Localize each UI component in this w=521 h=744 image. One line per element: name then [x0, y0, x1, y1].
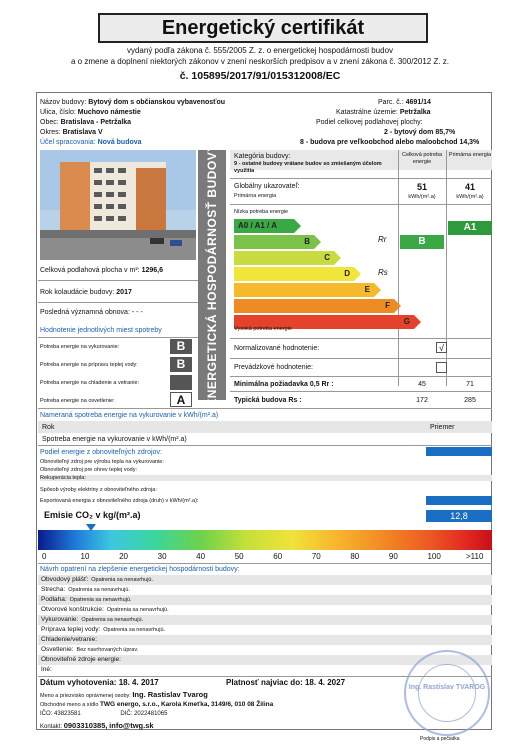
purpose-value: Nová budova: [97, 139, 142, 146]
measure-row: [38, 595, 492, 605]
primary-energy-label: Primárna energia: [234, 193, 277, 199]
scale-bar-1: A0 / A1 / A: [234, 219, 294, 233]
co2-tick-label: 60: [273, 552, 283, 561]
building-photo: [40, 150, 196, 260]
issued-date: 18. 4. 2017: [118, 678, 159, 687]
year-label: Rok kolaudácie budovy:: [40, 289, 115, 296]
co2-tick-label: 80: [350, 552, 360, 561]
renewable-row: Spôsob výroby elektriny z obnoviteľného zdroja:: [40, 487, 157, 493]
rr-label: Rr: [378, 235, 387, 244]
town-value: Bratislava - Petržalka: [60, 119, 132, 126]
renewable-row: Obnoviteľný zdroj pre ohrev teplej vody:: [40, 467, 137, 473]
street-label: Ulica, číslo:: [40, 109, 76, 116]
co2-tick-label: 50: [234, 552, 244, 561]
document-number: č. 105895/2017/91/015312008/EC: [179, 70, 341, 82]
rs-label: Rs: [378, 268, 388, 277]
valid-date: 18. 4. 2027: [304, 678, 346, 687]
cadastre-label: Katastrálne územie:: [336, 109, 398, 116]
share-label: Podiel celkovej podlahovej plochy:: [316, 119, 423, 126]
scale-bar-5: E: [234, 283, 374, 297]
global-unit-total: kWh/(m².a): [408, 194, 436, 200]
measure-label: Príprava teplej vody:: [41, 626, 101, 633]
global-unit-primary: kWh/(m².a): [456, 194, 484, 200]
renewable-row: Obnoviteľný zdroj pre výrobu tepla na vykurovanie:: [40, 459, 164, 465]
contact-phone: 0903310385,: [63, 721, 108, 730]
author-name: Ing. Rastislav Tvarog: [132, 690, 208, 699]
street-row: [40, 108, 141, 117]
category-value: 9 - ostatné budovy vrátane budov so zmiešaným účelom využitia: [234, 161, 382, 174]
scale-bar-4: D: [234, 267, 354, 281]
measure-label: Podlaha:: [41, 596, 67, 603]
renovation-value: - - -: [131, 309, 143, 316]
building-name-row: [40, 98, 300, 107]
share-1: 2 - bytový dom 85,7%: [384, 129, 456, 136]
measure-value: Opatrenia sa nenavrhujú.: [91, 577, 154, 583]
dic-value: 2022481065: [134, 711, 168, 717]
cadastre-row: [336, 108, 431, 117]
measure-row: [38, 605, 492, 615]
measures-title: Návrh opatrení na zlepšenie energetickej hospodárnosti budovy:: [40, 566, 240, 573]
parcel-row: [378, 98, 431, 107]
co2-tick-label: 0: [42, 552, 47, 561]
town-label: Obec:: [40, 119, 59, 126]
typical-total: 172: [416, 397, 428, 404]
contact-email[interactable]: info@twg.sk: [109, 721, 154, 730]
valid-label: Platnosť najviac do:: [226, 678, 303, 687]
measured-average-label: Priemer: [430, 424, 455, 431]
company-row: [40, 701, 273, 708]
energy-banner: ENERGETICKÁ HOSPODÁRNOSŤ BUDOVY: [198, 150, 226, 400]
contact-label: Kontakt:: [40, 724, 63, 730]
heating-consumption-label: Spotreba energie na vykurovanie v kWh/(m².a): [42, 436, 187, 443]
ids-row: [40, 711, 167, 717]
company-value: TWG energo, s.r.o., Karola Kmeťka, 3149/6, 010 08 Žilina: [99, 701, 274, 708]
measure-row: [38, 635, 492, 645]
ico-value: 43823581: [54, 711, 81, 717]
system-rating-badge: B: [170, 357, 192, 372]
co2-tick-label: 40: [196, 552, 206, 561]
measure-label: Otvorové konštrukcie:: [41, 606, 104, 613]
operational-checkbox[interactable]: [436, 362, 447, 373]
renovation-row: [40, 308, 143, 317]
contact-row: [40, 721, 154, 730]
co2-tick-label: 10: [80, 552, 90, 561]
company-label: Obchodné meno a sídlo: [40, 702, 99, 708]
typical-building-label: Typická budova Rs :: [234, 397, 302, 404]
global-value-primary: 41: [464, 182, 475, 192]
category-label: Kategória budovy:: [234, 153, 291, 160]
co2-tick-label: 70: [311, 552, 321, 561]
measure-value: Opatrenia sa nenavrhujú.: [69, 597, 132, 603]
normalized-checkbox[interactable]: √: [436, 342, 447, 353]
building-name: Bytový dom s občianskou vybavenosťou: [88, 99, 226, 106]
co2-tick-label: 30: [157, 552, 167, 561]
system-row-label: Potreba energie na osvetlenie:: [40, 398, 115, 404]
co2-tick-label: 90: [388, 552, 398, 561]
typical-primary: 285: [464, 397, 476, 404]
area-row: [40, 266, 196, 275]
official-stamp-icon: Ing. Rastislav TVAROG: [404, 650, 490, 736]
area-label: Celková podlahová plocha v m²:: [40, 267, 140, 274]
district-row: [40, 128, 103, 137]
renewable-row: Exportovaná energia z obnoviteľného zdroja (druh) v kWh/(m².a):: [40, 498, 199, 504]
measure-row: [38, 585, 492, 595]
measure-row: [38, 615, 492, 625]
measure-value: Opatrenia sa nenavrhujú.: [81, 617, 144, 623]
co2-marker-icon: [86, 524, 96, 531]
street-value: Muchovo námestie: [77, 109, 141, 116]
minimal-total: 45: [418, 381, 426, 388]
scale-bar-6: F: [234, 299, 394, 313]
co2-tick-label: >110: [466, 552, 484, 561]
scale-bar-3: C: [234, 251, 334, 265]
district-value: Bratislava V: [62, 129, 103, 136]
valid-row: [226, 678, 345, 687]
co2-gradient-scale: [38, 530, 492, 550]
measure-label: Obnoviteľné zdroje energie:: [41, 656, 121, 663]
district-label: Okres:: [40, 129, 61, 136]
system-row-label: Potreba energie na vykurovanie:: [40, 344, 120, 350]
col-primary-energy: Primárna energia: [448, 152, 492, 158]
measure-row: [38, 645, 492, 655]
measure-label: Obvodový plášť:: [41, 576, 89, 583]
operational-label: Prevádzkové hodnotenie:: [234, 364, 313, 371]
cadastre-value: Petržalka: [399, 109, 431, 116]
renewable-row: Rekuperácia tepla:: [40, 475, 492, 481]
co2-tick-label: 20: [119, 552, 128, 561]
scale-bar-2: B: [234, 235, 314, 249]
renewable-title: Podiel energie z obnoviteľných zdrojov:: [40, 449, 162, 456]
issued-row: [40, 678, 159, 687]
system-rating-badge: B: [170, 339, 192, 354]
rating-primary-energy: A1: [448, 221, 492, 235]
col-total-energy: Celková potreba energie: [401, 152, 443, 165]
co2-label: Emisie CO₂ v kg/(m².a): [44, 510, 141, 520]
signature-label: Podpis a pečiatka: [420, 736, 460, 742]
ico-label: IČO:: [40, 711, 53, 717]
system-rating-badge: [170, 375, 192, 390]
measure-label: Chladenie/vetranie:: [41, 636, 98, 643]
dic-label: DIČ:: [120, 711, 133, 717]
co2-tick-label: 100: [427, 552, 441, 561]
global-indicator-label: Globálny ukazovateľ:: [234, 183, 300, 190]
building-name-label: Názov budovy:: [40, 99, 87, 106]
author-row: [40, 690, 208, 699]
system-row-label: Potreba energie na prípravu teplej vody:: [40, 362, 138, 368]
renovation-label: Posledná významná obnova:: [40, 309, 130, 316]
certificate-title: Energetický certifikát: [98, 13, 428, 43]
measured-title: Nameraná spotreba energie na vykurovanie v kWh/(m².a): [40, 412, 219, 419]
rating-total-energy: B: [400, 235, 444, 249]
measure-label: Osvetlenie:: [41, 646, 74, 653]
measure-label: Iné:: [41, 666, 52, 673]
minimal-primary: 71: [466, 381, 474, 388]
purpose-row: [40, 138, 142, 147]
author-label: Meno a priezvisko oprávnenej osoby:: [40, 693, 131, 699]
issued-label: Dátum vyhotovenia:: [40, 678, 117, 687]
scale-bar-7: G: [234, 315, 414, 329]
measure-value: Bez navrhovaných úprav.: [76, 647, 139, 653]
high-demand-label: Vysoká potreba energie: [234, 326, 292, 332]
systems-title: Hodnotenie jednotlivých miest spotreby: [40, 327, 162, 334]
law-line-1: vydaný podľa zákona č. 555/2005 Z. z. o energetickej hospodárnosti budov: [126, 46, 394, 55]
parcel-value: 4691/14: [405, 99, 431, 106]
minimal-requirement-label: Minimálna požiadavka 0,5 Rr :: [234, 381, 334, 388]
system-rating-badge: A: [170, 392, 192, 407]
parcel-label: Parc. č.:: [378, 99, 404, 106]
normalized-label: Normalizované hodnotenie:: [234, 345, 320, 352]
year-row: [40, 288, 132, 297]
area-value: 1296,6: [141, 267, 163, 274]
low-demand-label: Nízka potreba energie: [234, 209, 289, 215]
share-2: 8 - budova pre veľkoobchod alebo maloobchod 14,3%: [300, 139, 480, 146]
co2-value: 12,8: [426, 510, 492, 522]
system-row-label: Potreba energie na chladenie a vetranie:: [40, 380, 140, 386]
measure-value: Opatrenia sa nenavrhujú.: [68, 587, 130, 593]
measure-value: Opatrenia sa nenavrhujú.: [103, 627, 166, 633]
law-line-2: a o zmene a doplnení niektorých zákonov v znení neskorších predpisov a v znení zákona č. 300/2012 Z. z.: [71, 57, 449, 66]
town-row: [40, 118, 131, 127]
global-value-total: 51: [416, 182, 427, 192]
purpose-label: Účel spracovania:: [40, 139, 96, 146]
measure-value: Opatrenia sa nenavrhujú.: [106, 607, 169, 613]
measured-year-label: Rok: [42, 424, 55, 431]
year-value: 2017: [116, 289, 132, 296]
measure-label: Strecha:: [41, 586, 66, 593]
measure-row: [38, 575, 492, 585]
measure-label: Vykurovanie:: [41, 616, 79, 623]
measure-row: [38, 625, 492, 635]
